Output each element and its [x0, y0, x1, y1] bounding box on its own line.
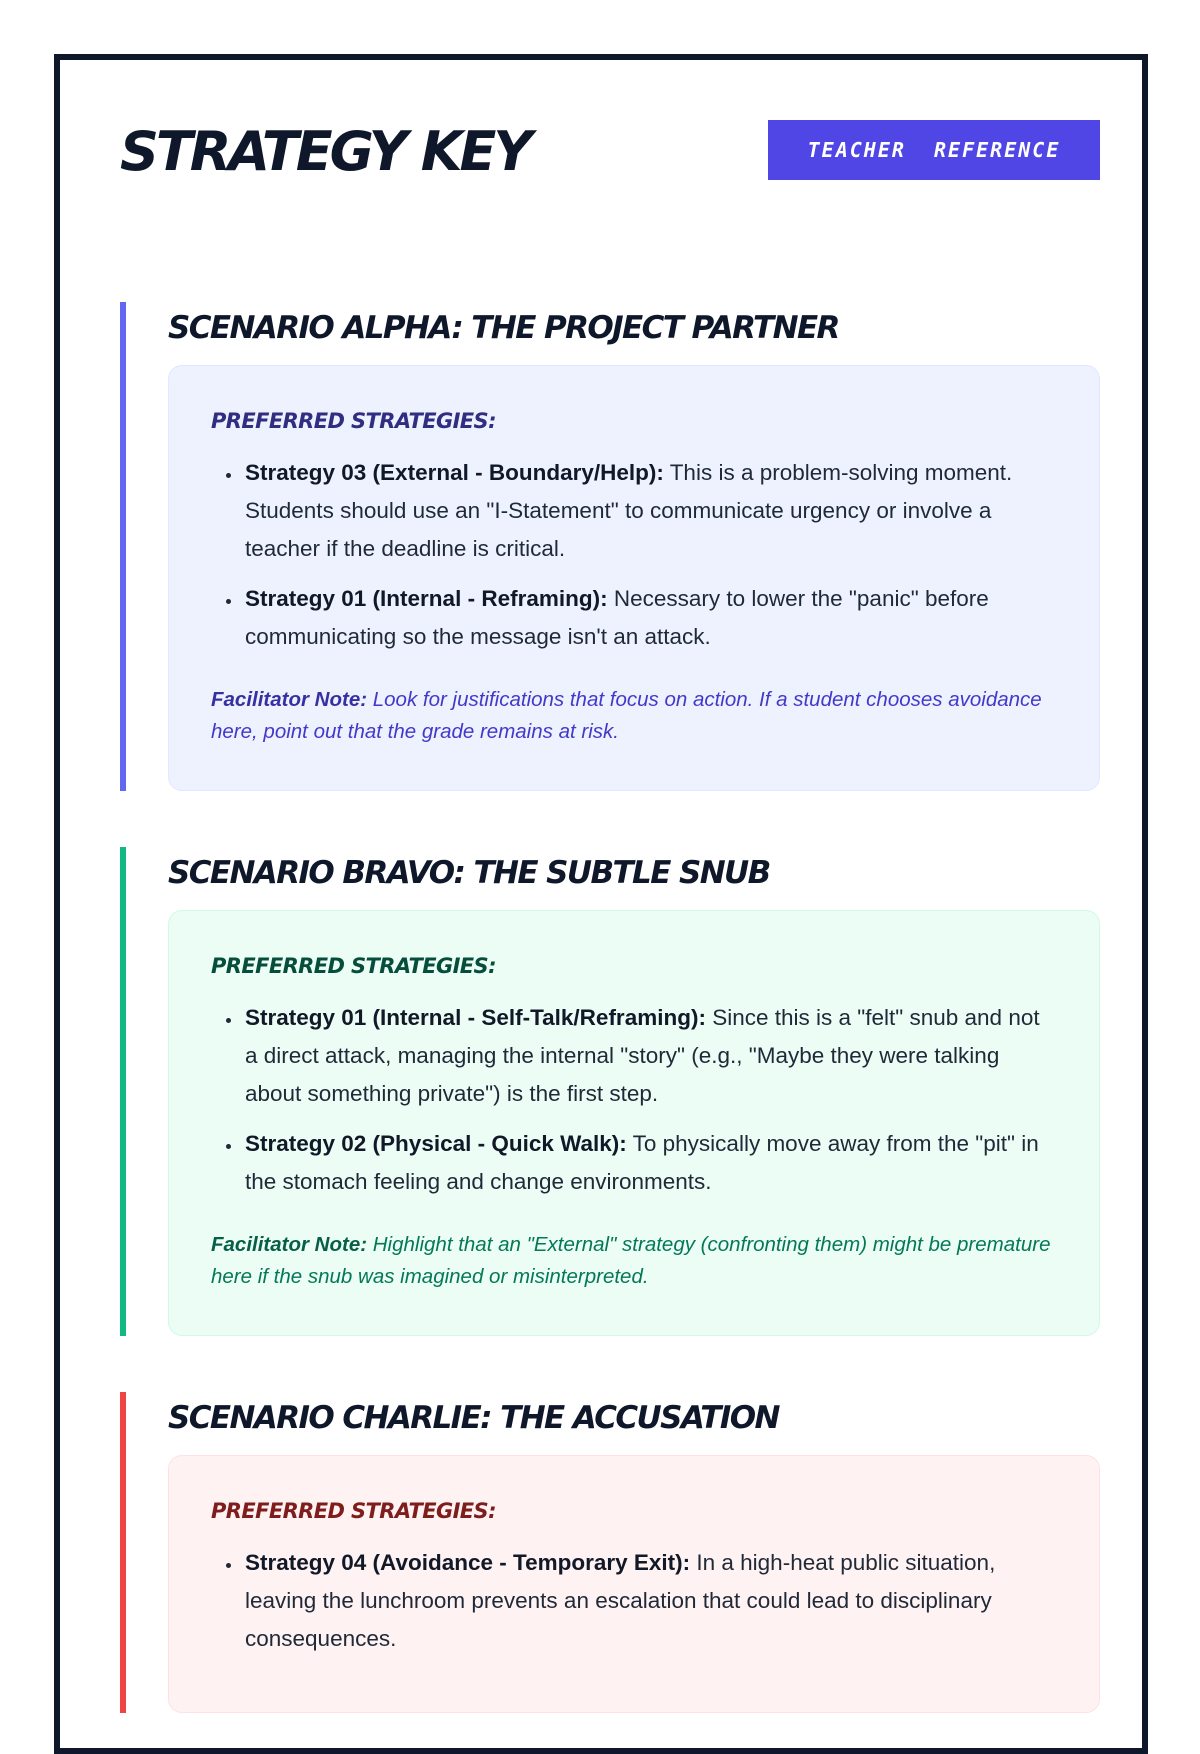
- strategy-item: [243, 1125, 1057, 1201]
- strategy-card: [168, 365, 1100, 791]
- facilitator-note-label: Facilitator Note:: [211, 688, 368, 711]
- strategy-text: This is a problem-solving moment. Students should use an "I-Statement" to communicate urgency or involve a teacher if the deadline is critical.: [245, 460, 1013, 561]
- facilitator-note-label: Facilitator Note:: [211, 1233, 368, 1256]
- strategy-item: [243, 454, 1057, 568]
- strategy-list: [211, 999, 1057, 1201]
- facilitator-note-text: Highlight that an "External" strategy (confronting them) might be premature here if the snub was imagined or misinterpreted.: [211, 1233, 1051, 1288]
- accent-bar: [120, 1392, 126, 1713]
- strategy-text: Necessary to lower the "panic" before communicating so the message isn't an attack.: [245, 586, 989, 649]
- scenario-title: SCENARIO BRAVO: THE SUBTLE SNUB: [168, 855, 770, 891]
- strategy-item: [243, 1544, 1057, 1658]
- header: [120, 120, 1100, 183]
- strategy-list: [211, 454, 1057, 656]
- strategy-item: [243, 580, 1057, 656]
- scenario-title: SCENARIO ALPHA: THE PROJECT PARTNER: [168, 310, 839, 346]
- preferred-strategies-label: PREFERRED STRATEGIES:: [211, 1499, 496, 1523]
- accent-bar: [120, 302, 126, 791]
- scenario-charlie: [120, 1392, 1100, 1713]
- strategy-card: [168, 910, 1100, 1336]
- page-title: STRATEGY KEY: [120, 120, 530, 183]
- strategy-name: Strategy 02 (Physical - Quick Walk):: [245, 1131, 627, 1156]
- strategy-item: [243, 999, 1057, 1113]
- strategy-text: Since this is a "felt" snub and not a direct attack, managing the internal "story" (e.g., "Maybe they were talking about something private") is the first step.: [245, 1005, 1040, 1106]
- accent-bar: [120, 847, 126, 1336]
- strategy-name: Strategy 03 (External - Boundary/Help):: [245, 460, 664, 485]
- preferred-strategies-label: PREFERRED STRATEGIES:: [211, 954, 496, 978]
- strategy-name: Strategy 01 (Internal - Self-Talk/Reframing):: [245, 1005, 706, 1030]
- scenario-title: SCENARIO CHARLIE: THE ACCUSATION: [168, 1400, 779, 1436]
- strategy-text: In a high-heat public situation, leaving the lunchroom prevents an escalation that could lead to disciplinary consequences.: [245, 1550, 996, 1651]
- teacher-reference-badge: TEACHER REFERENCE: [768, 120, 1100, 180]
- preferred-strategies-label: PREFERRED STRATEGIES:: [211, 409, 496, 433]
- strategy-list: [211, 1544, 1057, 1658]
- facilitator-note: [211, 1229, 1057, 1293]
- scenario-alpha: [120, 302, 1100, 791]
- strategy-text: To physically move away from the "pit" in the stomach feeling and change environments.: [245, 1131, 1039, 1194]
- reference-sheet: [54, 54, 1148, 1754]
- strategy-card: [168, 1455, 1100, 1713]
- facilitator-note-text: Look for justifications that focus on action. If a student chooses avoidance here, point out that the grade remains at risk.: [211, 688, 1042, 743]
- scenario-bravo: [120, 847, 1100, 1336]
- strategy-name: Strategy 04 (Avoidance - Temporary Exit):: [245, 1550, 691, 1575]
- strategy-name: Strategy 01 (Internal - Reframing):: [245, 586, 608, 611]
- facilitator-note: [211, 684, 1057, 748]
